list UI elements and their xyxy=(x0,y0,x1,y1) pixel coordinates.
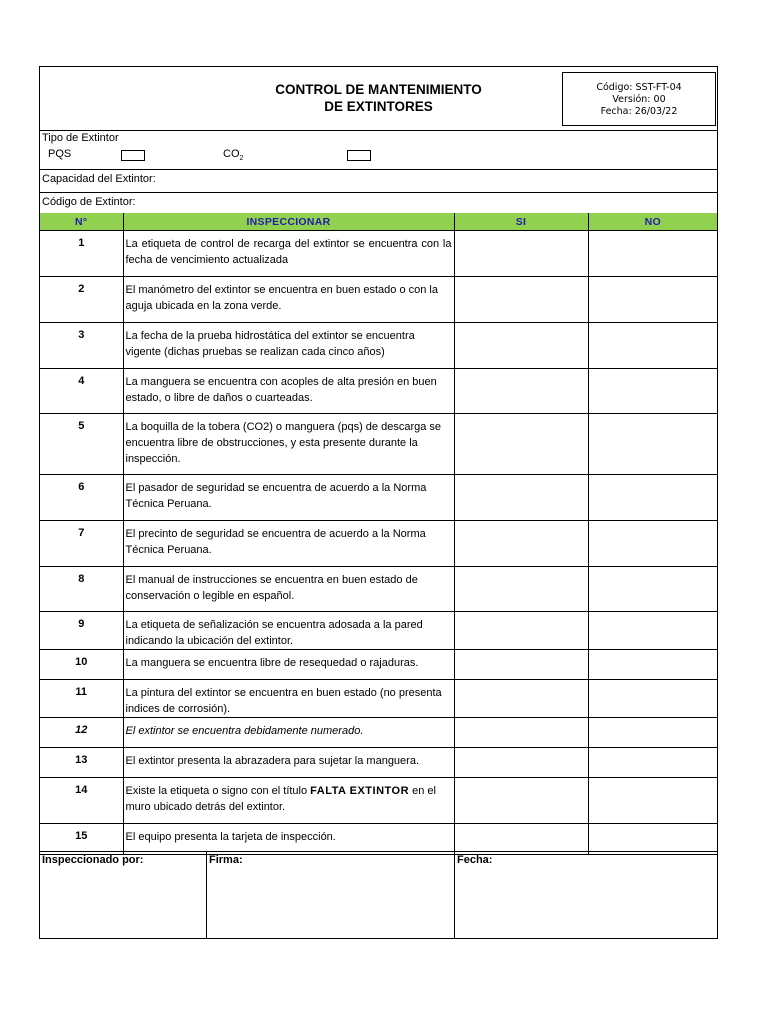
document-date: Fecha: 26/03/22 xyxy=(600,106,678,117)
falta-extintor-label: FALTA EXTINTOR xyxy=(310,785,410,797)
table-row xyxy=(40,277,717,323)
no-cell[interactable] xyxy=(588,748,717,778)
no-cell[interactable] xyxy=(588,475,717,521)
no-cell[interactable] xyxy=(588,231,717,277)
form-sheet xyxy=(39,66,718,939)
divider xyxy=(40,169,717,170)
tipo-extintor-label: Tipo de Extintor xyxy=(42,132,119,144)
no-cell[interactable] xyxy=(588,718,717,748)
si-cell[interactable] xyxy=(454,680,588,718)
row-number: 6 xyxy=(40,475,123,521)
no-cell[interactable] xyxy=(588,824,717,855)
co2-checkbox[interactable] xyxy=(347,150,371,161)
header-inspeccionar: INSPECCIONAR xyxy=(123,213,454,231)
row-description: La manguera se encuentra con acoples de alta presión en buen estado, o libre de daños o cuarteadas. xyxy=(123,369,454,414)
si-cell[interactable] xyxy=(454,612,588,650)
inspection-table xyxy=(40,213,717,855)
table-row xyxy=(40,718,717,748)
document-code-box xyxy=(562,72,716,126)
row-description: Existe la etiqueta o signo con el título FALTA EXTINTOR en el muro ubicado detrás del extintor. xyxy=(123,778,454,824)
pqs-checkbox[interactable] xyxy=(121,150,145,161)
no-cell[interactable] xyxy=(588,521,717,567)
inspeccionado-por-label: Inspeccionado por: xyxy=(42,854,144,866)
row-number: 8 xyxy=(40,567,123,612)
co2-label: $CO_2$ xyxy=(223,148,244,163)
inspeccionado-por-field[interactable] xyxy=(40,851,206,939)
fecha-label: Fecha: xyxy=(457,854,493,866)
si-cell[interactable] xyxy=(454,718,588,748)
si-cell[interactable] xyxy=(454,824,588,855)
row-number: 9 xyxy=(40,612,123,650)
table-row xyxy=(40,414,717,475)
no-cell[interactable] xyxy=(588,567,717,612)
row-number: 14 xyxy=(40,778,123,824)
row-number: 10 xyxy=(40,650,123,680)
si-cell[interactable] xyxy=(454,521,588,567)
no-cell[interactable] xyxy=(588,778,717,824)
table-row xyxy=(40,521,717,567)
row-description: El precinto de seguridad se encuentra de acuerdo a la Norma Técnica Peruana. xyxy=(123,521,454,567)
table-row xyxy=(40,369,717,414)
row-description: El extintor presenta la abrazadera para sujetar la manguera. xyxy=(123,748,454,778)
no-cell[interactable] xyxy=(588,277,717,323)
si-cell[interactable] xyxy=(454,748,588,778)
row-number: 3 xyxy=(40,323,123,369)
title-line-1: CONTROL DE MANTENIMIENTO xyxy=(275,82,482,97)
row-number: 13 xyxy=(40,748,123,778)
row-description: El equipo presenta la tarjeta de inspección. xyxy=(123,824,454,855)
capacidad-label: Capacidad del Extintor: xyxy=(42,173,156,185)
table-row xyxy=(40,680,717,718)
header-si: SI xyxy=(454,213,588,231)
row-description: La etiqueta de señalización se encuentra adosada a la pared indicando la ubicación del extintor. xyxy=(123,612,454,650)
codigo-extintor-label: Código de Extintor: xyxy=(42,196,136,208)
pqs-label: PQS xyxy=(48,148,72,160)
si-cell[interactable] xyxy=(454,778,588,824)
table-row xyxy=(40,612,717,650)
row-number: 5 xyxy=(40,414,123,475)
row-description: La manguera se encuentra libre de resequedad o rajaduras. xyxy=(123,650,454,680)
row-description: El manómetro del extintor se encuentra en buen estado o con la aguja ubicada en la zona verde. xyxy=(123,277,454,323)
firma-field[interactable] xyxy=(207,851,454,939)
row-number: 15 xyxy=(40,824,123,855)
header-number: N° xyxy=(40,213,123,231)
row-description: El extintor se encuentra debidamente numerado. xyxy=(123,718,454,748)
no-cell[interactable] xyxy=(588,414,717,475)
row-description: El pasador de seguridad se encuentra de acuerdo a la Norma Técnica Peruana. xyxy=(123,475,454,521)
fecha-field[interactable] xyxy=(455,851,717,939)
si-cell[interactable] xyxy=(454,369,588,414)
row-number: 4 xyxy=(40,369,123,414)
row-number: 12 xyxy=(40,718,123,748)
divider xyxy=(40,192,717,193)
row-number: 7 xyxy=(40,521,123,567)
si-cell[interactable] xyxy=(454,567,588,612)
row-number: 1 xyxy=(40,231,123,277)
row-description: La etiqueta de control de recarga del extintor se encuentra con la fecha de vencimiento actualizada xyxy=(123,231,454,277)
row-number: 2 xyxy=(40,277,123,323)
table-row xyxy=(40,323,717,369)
table-row xyxy=(40,650,717,680)
no-cell[interactable] xyxy=(588,680,717,718)
signature-footer xyxy=(40,851,717,939)
table-row xyxy=(40,475,717,521)
si-cell[interactable] xyxy=(454,414,588,475)
header-no: NO xyxy=(588,213,717,231)
no-cell[interactable] xyxy=(588,323,717,369)
table-row xyxy=(40,748,717,778)
row-number: 11 xyxy=(40,680,123,718)
si-cell[interactable] xyxy=(454,475,588,521)
document-version: Versión: 00 xyxy=(612,94,666,105)
table-header-row xyxy=(40,213,717,231)
no-cell[interactable] xyxy=(588,369,717,414)
si-cell[interactable] xyxy=(454,650,588,680)
no-cell[interactable] xyxy=(588,650,717,680)
divider xyxy=(40,130,717,131)
row-description: La boquilla de la tobera (CO2) o manguera (pqs) de descarga se encuentra libre de obstrucciones, y esta presente durante la inspección. xyxy=(123,414,454,475)
table-row xyxy=(40,824,717,855)
no-cell[interactable] xyxy=(588,612,717,650)
row-description: La pintura del extintor se encuentra en buen estado (no presenta indices de corrosión). xyxy=(123,680,454,718)
table-row xyxy=(40,567,717,612)
table-row xyxy=(40,231,717,277)
title-line-2: DE EXTINTORES xyxy=(324,99,433,114)
si-cell[interactable] xyxy=(454,231,588,277)
si-cell[interactable] xyxy=(454,277,588,323)
document-code: Código: SST-FT-04 xyxy=(596,82,682,93)
si-cell[interactable] xyxy=(454,323,588,369)
table-row xyxy=(40,778,717,824)
firma-label: Firma: xyxy=(209,854,243,866)
row-description: El manual de instrucciones se encuentra en buen estado de conservación o legible en español. xyxy=(123,567,454,612)
row-description: La fecha de la prueba hidrostática del extintor se encuentra vigente (dichas pruebas se realizan cada cinco años) xyxy=(123,323,454,369)
